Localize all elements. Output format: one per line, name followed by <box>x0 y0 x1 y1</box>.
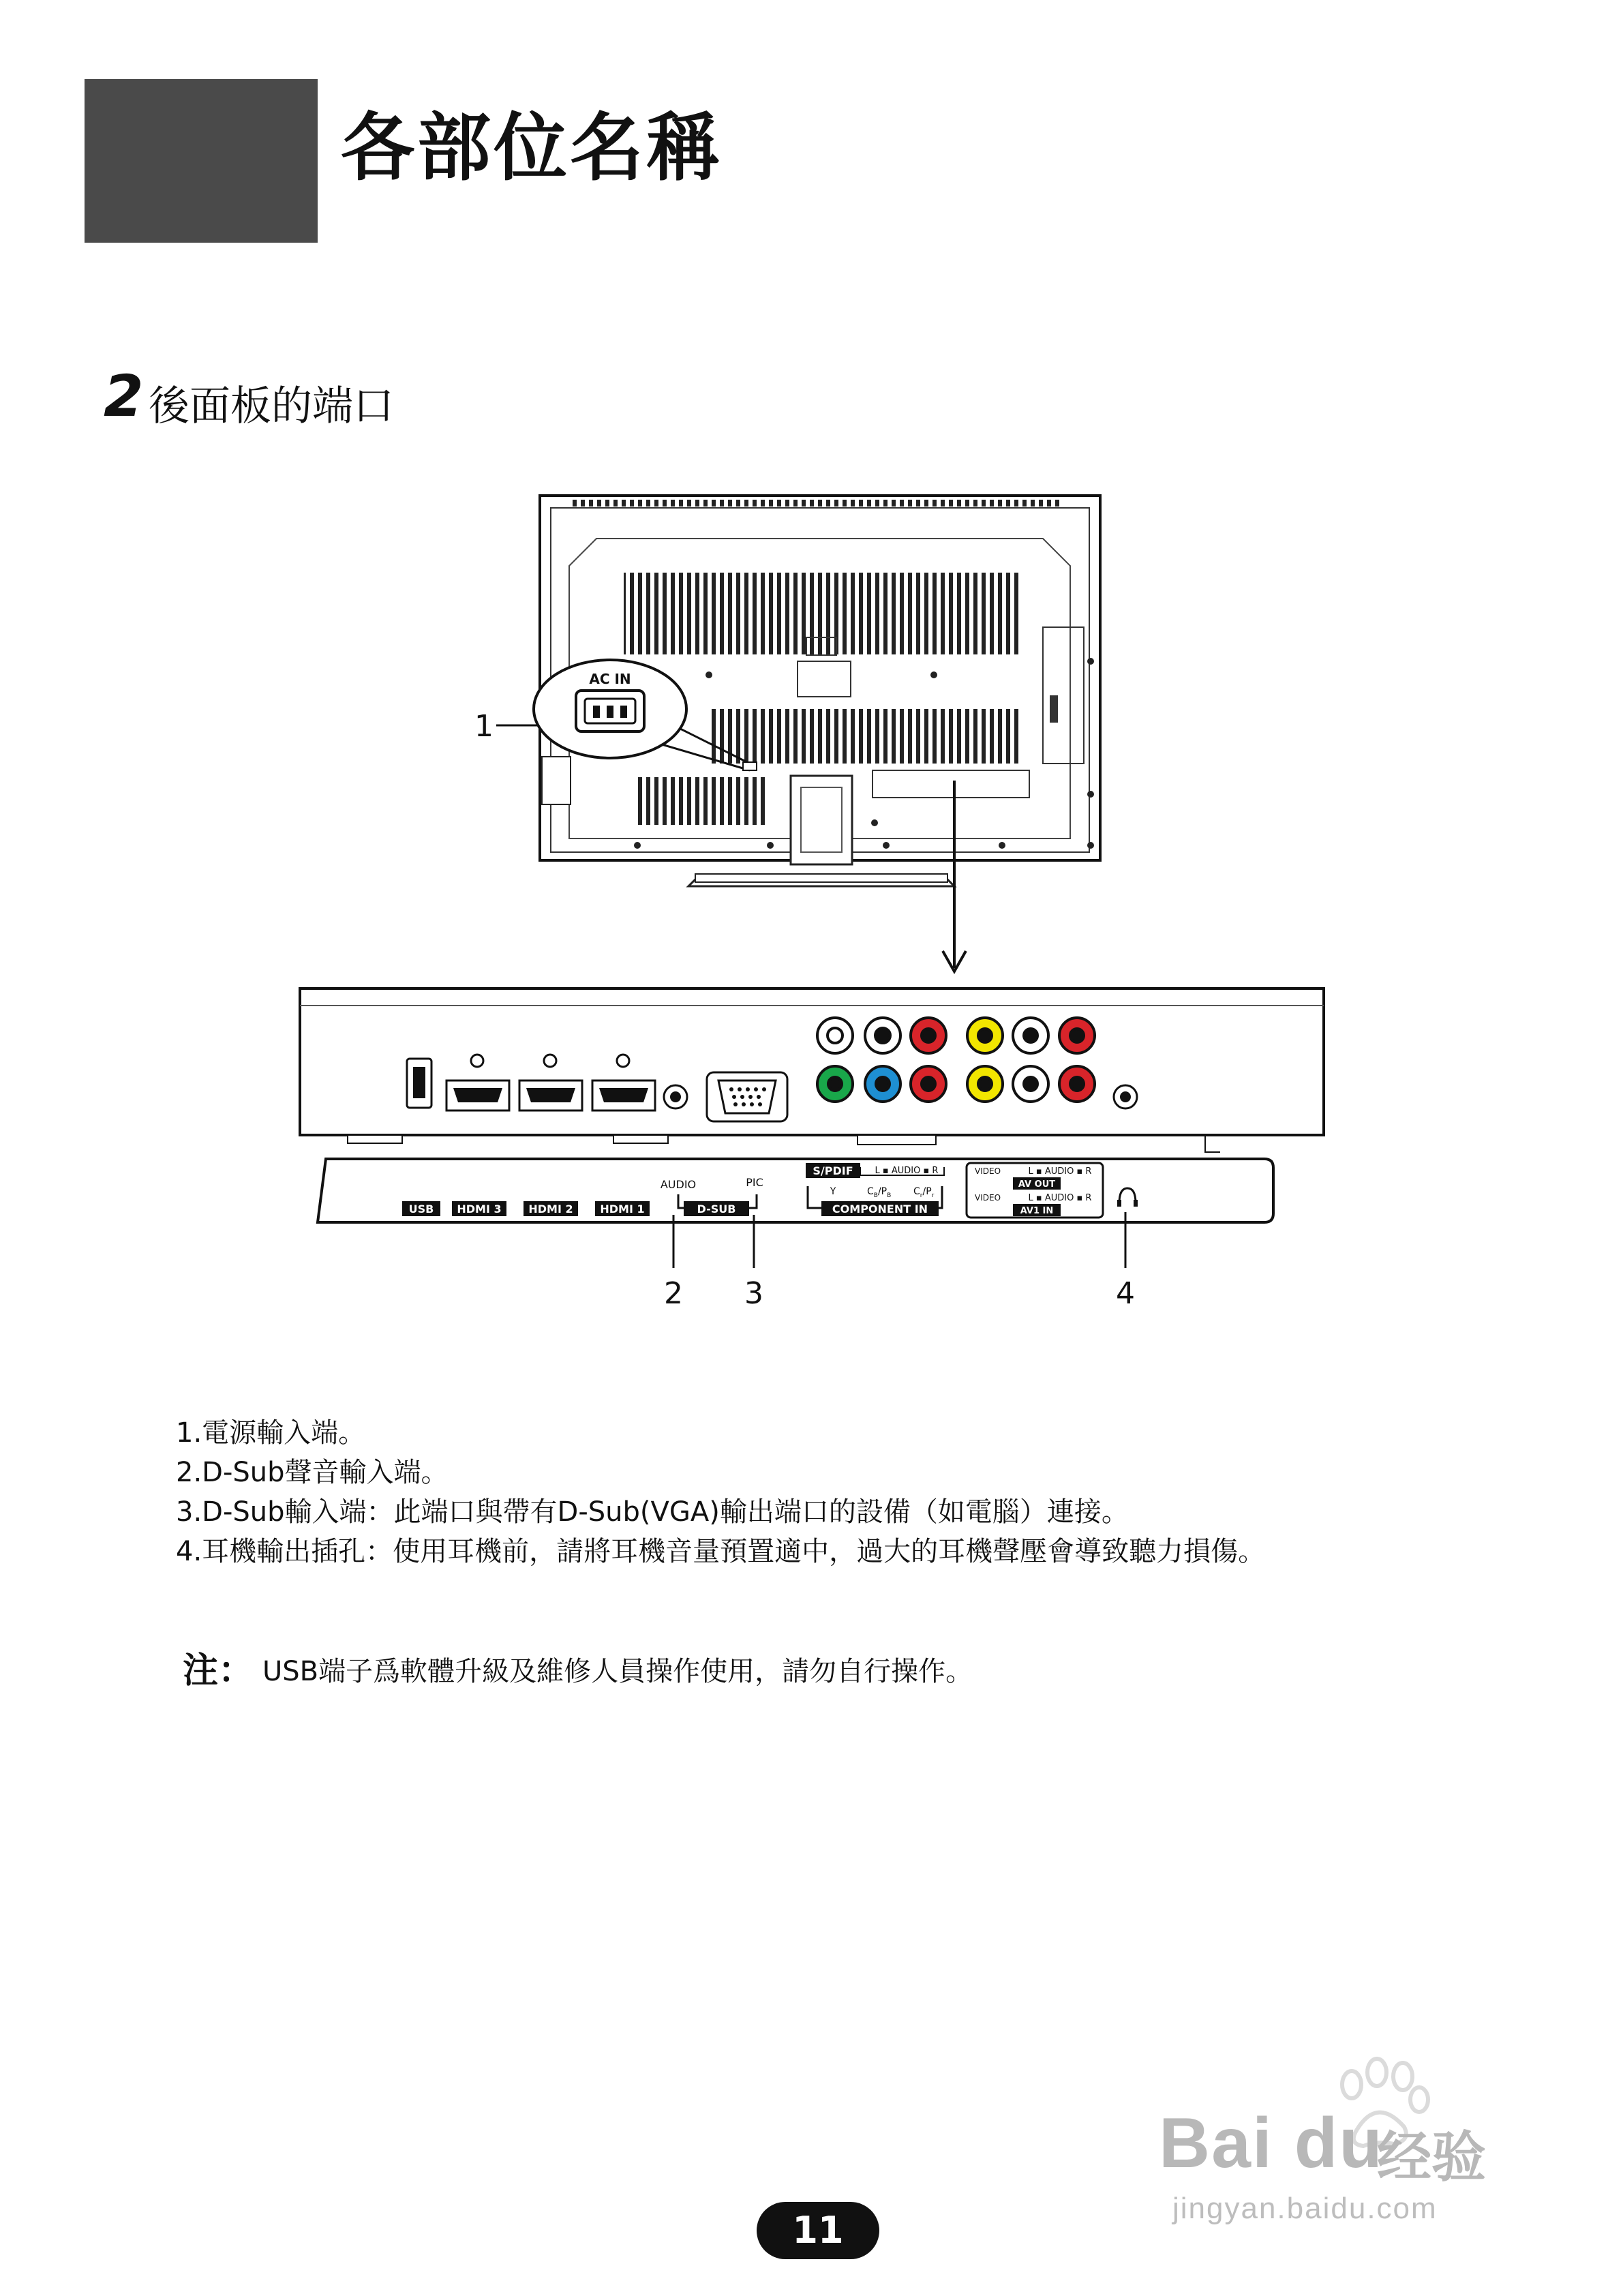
dsub-label: D-SUB <box>697 1203 736 1215</box>
hdmi-port-2 <box>519 1081 582 1111</box>
pic-label: PIC <box>746 1176 763 1189</box>
description-2: 2.D-Sub聲音輸入端。 <box>176 1457 449 1488</box>
middle-vents <box>709 709 1019 764</box>
audio-label: AUDIO <box>660 1178 697 1191</box>
av1-in-label: AV1 IN <box>1020 1206 1054 1216</box>
watermark-url: jingyan.baidu.com <box>1172 2192 1438 2225</box>
watermark-brand: Bai du <box>1159 2104 1384 2183</box>
hdmi1-label: HDMI 1 <box>600 1203 645 1215</box>
hdmi-port-1 <box>592 1081 655 1111</box>
note-text: USB端子爲軟體升級及維修人員操作使用，請勿自行操作。 <box>262 1656 973 1687</box>
connector-panel <box>300 988 1324 1152</box>
page-title: 各部位名稱 <box>341 106 723 191</box>
callout-4: 4 <box>1116 1276 1135 1311</box>
lower-vents <box>637 777 767 825</box>
av-out-video-label: VIDEO <box>975 1166 1001 1176</box>
av1-in-video-label: VIDEO <box>975 1193 1001 1203</box>
spdif-label: S/PDIF <box>813 1164 853 1177</box>
tv-back-view <box>474 496 1100 971</box>
header-block <box>85 79 318 243</box>
av-out-label: AV OUT <box>1018 1179 1056 1190</box>
description-3: 3.D-Sub輸入端：此端口與帶有D-Sub(VGA)輸出端口的設備（如電腦）連接。 <box>176 1496 1129 1528</box>
section-title: 後面板的端口 <box>149 382 394 430</box>
rear-panel-diagram <box>0 477 1623 1363</box>
note-label: 注： <box>183 1650 254 1691</box>
description-4: 4.耳機輸出插孔：使用耳機前，請將耳機音量預置適中，過大的耳機聲壓會導致聽力損傷。 <box>176 1536 1266 1567</box>
callout-3: 3 <box>744 1276 763 1311</box>
upper-vents <box>624 573 1019 654</box>
headphone-jack <box>1114 1085 1137 1108</box>
page-number: 11 <box>757 2202 879 2259</box>
ac-in-label: AC IN <box>589 671 631 687</box>
port-label-strip <box>318 1159 1273 1222</box>
av1-in-audio-label: L ▪ AUDIO ▪ R <box>1028 1193 1092 1203</box>
component-in-label: COMPONENT IN <box>832 1203 928 1215</box>
description-1: 1.電源輸入端。 <box>176 1417 366 1449</box>
section-number: 2 <box>104 363 144 429</box>
callout-2: 2 <box>664 1276 683 1311</box>
hdmi2-label: HDMI 2 <box>528 1203 573 1215</box>
usb-label: USB <box>408 1203 434 1215</box>
callout-1: 1 <box>474 709 494 744</box>
dsub-audio-jack <box>664 1085 687 1108</box>
hdmi3-label: HDMI 3 <box>457 1203 502 1215</box>
hdmi-port-3 <box>446 1081 509 1111</box>
component-cr-label: $C_r/P_r$ <box>913 1186 935 1199</box>
comp-audio-label: L ▪ AUDIO ▪ R <box>875 1166 939 1176</box>
component-y-label: Y <box>830 1186 836 1197</box>
vga-port <box>707 1072 787 1121</box>
av-out-audio-label: L ▪ AUDIO ▪ R <box>1028 1166 1092 1177</box>
watermark-sub: 经验 <box>1377 2126 1486 2189</box>
stand-neck <box>791 776 852 864</box>
component-cb-label: $C_B/P_B$ <box>867 1186 892 1199</box>
